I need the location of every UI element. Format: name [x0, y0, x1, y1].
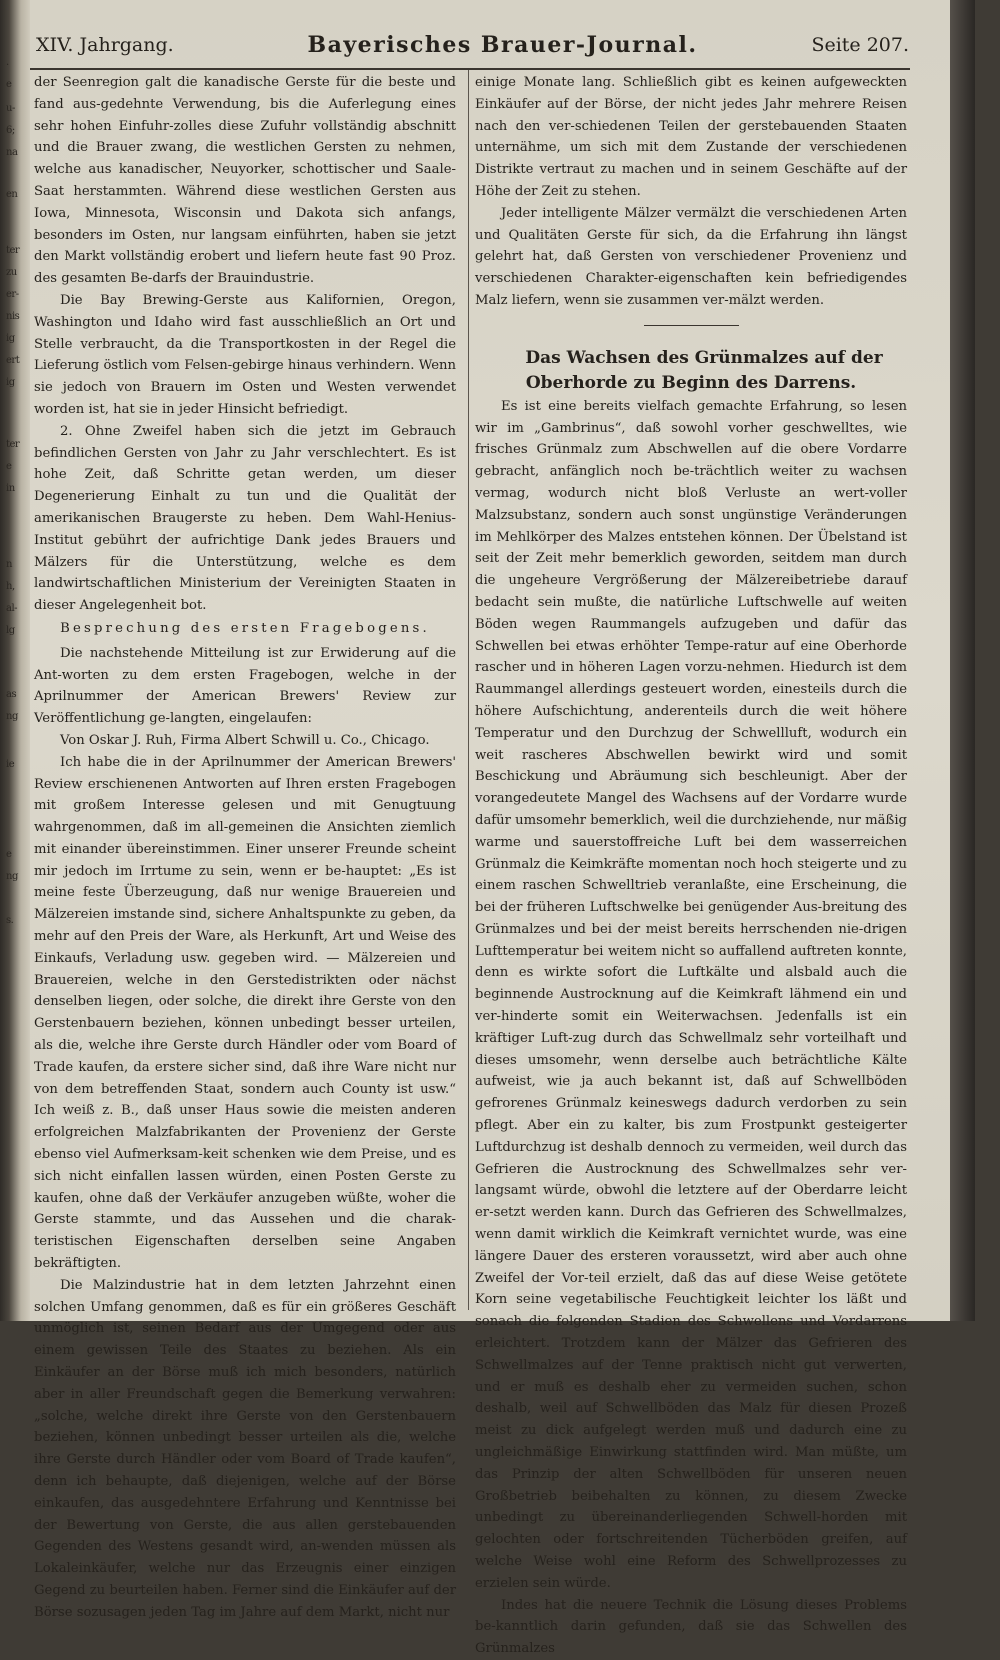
spine-fragment: al-: [6, 603, 18, 614]
spine-fragment: ig: [6, 333, 15, 344]
spine-fragment: ert: [6, 355, 20, 366]
paragraph: Von Oskar J. Ruh, Firma Albert Schwill u. Co., Chicago.: [60, 732, 430, 748]
spine-fragment: ter: [6, 245, 20, 256]
spine-fragment: u-: [6, 103, 15, 114]
page-number: Seite 207.: [811, 34, 909, 56]
paragraph: Indes hat die neuere Technik die Lösung dieses Problems be-kanntlich darin gefunden, daß sie das Schwellen des Grünmalzes: [475, 1597, 907, 1657]
spine-fragment: s.: [6, 915, 14, 926]
article-title: Das Wachsen des Grünmalzes auf der Oberhorde zu Beginn des Darrens.: [525, 347, 883, 393]
section-rule: [644, 325, 739, 326]
paragraph: Ich habe die in der Aprilnummer der American Brewers' Review erschienenen Antworten auf Ihren ersten Fragebogen mit großem Interesse gelesen und mit Genugtuung wahrgenommen, daß im all-gemeinen die Ansichten ziemlich mit einander übereinstimmen. Einer unserer Freunde scheint mir jedoch im Irrtume zu sein, wenn er be-hauptet: „Es ist meine feste Überzeugung, daß nur wenige Brauereien und Mälzereien imstande sind, sichere Anhaltspunkte zu geben, da mehr auf den Preis der Ware, als Herkunft, Art und Weise des Einkaufs, Verladung usw. gegeben wird. — Mälzereien und Brauereien, welche in den Gerstedistrikten oder nächst denselben liegen, oder solche, die direkt ihre Gerste von den Gerstenbauern beziehen, können unbedingt besser urteilen, als die, welche ihre Gerste durch Händler oder vom Board of Trade kaufen, da erstere sicher sind, daß ihre Ware nicht nur von dem betreffenden Staat, sondern auch County ist usw.“ Ich weiß z. B., daß unser Haus sowie die meisten anderen erfolgreichen Malzfabrikanten der Provenienz der Gerste ebenso viel Aufmerksam-keit schenken wie dem Preise, und es sich nicht einfallen lassen würden, einen Posten Gerste zu kaufen, ohne daß der Verkäufer anzugeben wüßte, woher die Gerste stammte, und das Aussehen und die charak-teristischen Eigenschaften derselben seine Angaben bekräftigten.: [34, 754, 456, 1272]
section-subheading: Besprechung des ersten Fragebogens.: [60, 620, 430, 636]
spine-fragment: en: [6, 189, 18, 200]
spine-fragment: .: [6, 57, 9, 68]
journal-title: Bayerisches Brauer-Journal.: [307, 32, 698, 58]
spine-fragment: ie: [6, 759, 15, 770]
paragraph: Jeder intelligente Mälzer vermälzt die verschiedenen Arten und Qualitäten Gerste für sich, da die Erfahrung ihn längst gelehrt hat, daß Gersten von verschiedener Provenienz und verschiedenen Charakter-eigenschaften kein befriedigendes Malz liefern, wenn sie zusammen ver-mälzt werden.: [475, 205, 907, 308]
spine-fragment: e: [6, 849, 12, 860]
spine-fragment: na: [6, 147, 18, 158]
page-edge: [950, 0, 975, 1321]
spine-fragment: e: [6, 79, 12, 90]
volume-label: XIV. Jahrgang.: [36, 34, 174, 56]
spine-fragment: h,: [6, 581, 15, 592]
paragraph: 2. Ohne Zweifel haben sich die jetzt im Gebrauch befindlichen Gersten von Jahr zu Jahr verschlechtert. Es ist hohe Zeit, daß Schritte getan werden, um dieser Degenerierung Einhalt zu tun und die Qualität der amerikanischen Braugerste zu heben. Dem Wahl-Henius-Institut gebührt der aufrichtige Dank jedes Brauers und Mälzers für die Unterstützung, welche es dem landwirtschaftlichen Ministerium der Vereinigten Staaten in dieser Angelegenheit bot.: [34, 423, 456, 614]
spine-fragment: in: [6, 483, 15, 494]
spine-fragment: 6;: [6, 125, 15, 136]
left-column: [34, 72, 456, 1620]
spine-fragment: ter: [6, 439, 20, 450]
paragraph: der Seenregion galt die kanadische Gerste für die beste und fand aus-gedehnte Verwendung, bis die Auferlegung eines sehr hohen Einfuhr-zolles diese Zufuhr vollständig abschnitt und die Brauer zwang, die westlichen Gersten zu nehmen, welche aus kanadischer, Neuyorker, schottischer und Saale-Saat herstammten. Während diese westlichen Gersten aus Iowa, Minnesota, Wisconsin und Dakota sich anfangs, besonders im Osten, nur langsam einführten, haben sie jetzt den Markt vollständig erobert und liefern heute fast 90 Proz. des gesamten Be-darfs der Brauindustrie.: [34, 75, 456, 287]
spine-fragment: ng: [6, 711, 18, 722]
book-spine: [0, 0, 30, 1321]
spine-fragment: ng: [6, 871, 18, 882]
paragraph: Es ist eine bereits vielfach gemachte Erfahrung, so lesen wir im „Gambrinus“, daß sowohl vorher geschwelltes, wie frisches Grünmalz zum Abschwellen auf die obere Vordarre gebracht, anfänglich noch be-trächtlich weiter zu wachsen vermag, wodurch nicht bloß Verluste an wert-voller Malzsubstanz, sondern auch sonst ungünstige Veränderungen im Mehlkörper des Malzes entstehen können. Der Übelstand ist seit der Zeit mehr bemerklich geworden, seitdem man durch die ungeheure Vergrößerung der Mälzereibetriebe darauf bedacht sein mußte, die natürliche Luftschwelle auf weiten Böden wegen Raummangels aufzugeben und dafür das Schwellen bei etwas erhöhter Tempe-ratur auf eine Oberhorde rascher und in höheren Lagen vorzu-nehmen. Hiedurch ist dem Raummangel allerdings gesteuert worden, einesteils durch die höhere Aufschichtung, anderenteils durch die weit höhere Temperatur und den Durchzug der Schwellluft, wodurch ein weit rascheres Abschwellen bewirkt wird und somit Beschickung und Abräumung sich beschleunigt. Aber der vorangedeutete Mangel des Wachsens auf der Vordarre wurde dafür umsomehr bemerklich, weil die durchziehende, nur mäßig warme und sauerstoffreiche Luft bei dem wasserreichen Grünmalz die Keimkräfte momentan noch hoch steigerte und zu einem raschen Schwelltrieb veranlaßte, eine Erscheinung, die bei der früheren Luftschwelke bei genügender Aus-breitung des Grünmalzes und bei der meist bereits herrschenden nie-drigen Lufttemperatur bei weitem nicht so auffallend auftreten konnte, denn es wirkte sofort die Luftkälte und alsbald auch die beginnende Austrocknung auf die Keimkraft lähmend ein und ver-hinderte somit ein Weiterwachsen. Jedenfalls ist ein kräftiger Luft-zug durch das Schwellmalz sehr vorteilhaft und dieses umsomehr, wenn derselbe auch beträchtliche Kälte aufweist, wie ja auch bekannt ist, daß auf Schwellböden gefrorenes Grünmalz keineswegs dadurch verdorben zu sein pflegt. Aber ein zu kalter, bis zum Frostpunkt gesteigerter Luftdurchzug ist deshalb dennoch zu vermeiden, weil durch das Gefrieren die Austrocknung des Schwellmalzes sehr ver-langsamt würde, obwohl die letztere auf der Oberdarre leicht er-setzt werden kann. Durch das Gefrieren des Schwellmalzes, wenn damit wirklich die Keimkraft vernichtet wurde, was eine längere Dauer des ersteren voraussetzt, wird aber auch ohne Zweifel der Vor-teil erzielt, daß das auf diese Weise getötete Korn seine vegetabilische Feuchtigkeit leichter los läßt und sonach die folgenden Stadien des Schwellens und Vordarrens erleichtert. Trotzdem kann der Mälzer das Gefrieren des Schwellmalzes auf der Tenne praktisch nicht gut verwerten, und er muß es deshalb eher zu vermeiden suchen, schon deshalb, weil auf Schwellböden das Malz für diesen Prozeß meist zu dick aufgelegt werden muß und dadurch eine zu ungleichmäßige Einwirkung stattfinden wird. Man müßte, um das Prinzip der alten Schwellböden für unseren neuen Großbetrieb beibehalten zu können, zu diesem Zwecke unbedingt zu übereinanderliegenden Schwell-horden mit gelochten oder fortschreitenden Tücherböden greifen, auf welche Weise wohl eine Reform des Schwellprozesses zu erzielen sein würde.: [475, 398, 907, 1591]
paragraph: Die Malzindustrie hat in dem letzten Jahrzehnt einen solchen Umfang genommen, daß es für ein größeres Geschäft unmöglich ist, seinen Bedarf aus der Umgegend oder aus einem gewissen Teile des Staates zu beziehen. Als ein Einkäufer an der Börse muß ich mich besonders, natürlich aber in aller Freundschaft gegen die Bemerkung verwahren: „solche, welche direkt ihre Gerste von den Gerstenbauern beziehen, können unbedingt besser urteilen als die, welche ihre Gerste durch Händler oder vom Board of Trade kaufen“, denn ich behaupte, daß diejenigen, welche auf der Börse einkaufen, das ausgedehntere Erfahrung und Kenntnisse bei der Bewertung von Gerste, die aus allen gerstebauenden Gegenden des Westens gesandt wird, an-wenden müssen als Lokaleinkäufer, welche nur das Erzeugnis einer einzigen Gegend zu beurteilen haben. Ferner sind die Einkäufer auf der Börse sozusagen jeden Tag im Jahre auf dem Markt, nicht nur: [34, 1277, 456, 1620]
spine-fragment: ig: [6, 377, 15, 388]
column-divider: [468, 70, 469, 1310]
spine-fragment: zu: [6, 267, 17, 278]
spine-fragment: er-: [6, 289, 19, 300]
spine-fragment: n: [6, 559, 12, 570]
page-header: [30, 30, 975, 66]
spine-fragment: as: [6, 689, 17, 700]
right-column: [475, 72, 907, 1657]
spine-fragment: e: [6, 461, 12, 472]
paragraph: Die Bay Brewing-Gerste aus Kalifornien, Oregon, Washington und Idaho wird fast ausschließlich an Ort und Stelle verbraucht, da die Transportkosten in der Regel die Lieferung östlich vom Felsen-gebirge hinaus verhindern. Wenn sie jedoch von Brauern im Osten und Westen verwendet worden ist, hat sie in jeder Hinsicht befriedigt.: [34, 292, 456, 417]
paragraph: Die nachstehende Mitteilung ist zur Erwiderung auf die Ant-worten zu dem ersten Fragebogen, welche in der Aprilnummer der American Brewers' Review zur Veröffentlichung ge-langten, eingelaufen:: [34, 645, 456, 727]
paragraph: einige Monate lang. Schließlich gibt es keinen aufgeweckten Einkäufer auf der Börse, der nicht jedes Jahr mehrere Reisen nach den ver-schiedenen Teilen der gerstebauenden Staaten unternähme, um sich mit dem Zustande der verschiedenen Distrikte vertraut zu machen und in seinem Geschäfte auf der Höhe der Zeit zu stehen.: [475, 75, 907, 199]
spine-fragment: lg: [6, 625, 15, 636]
spine-fragment: nis: [6, 311, 20, 322]
header-rule: [30, 68, 910, 70]
journal-page: [30, 0, 975, 1657]
